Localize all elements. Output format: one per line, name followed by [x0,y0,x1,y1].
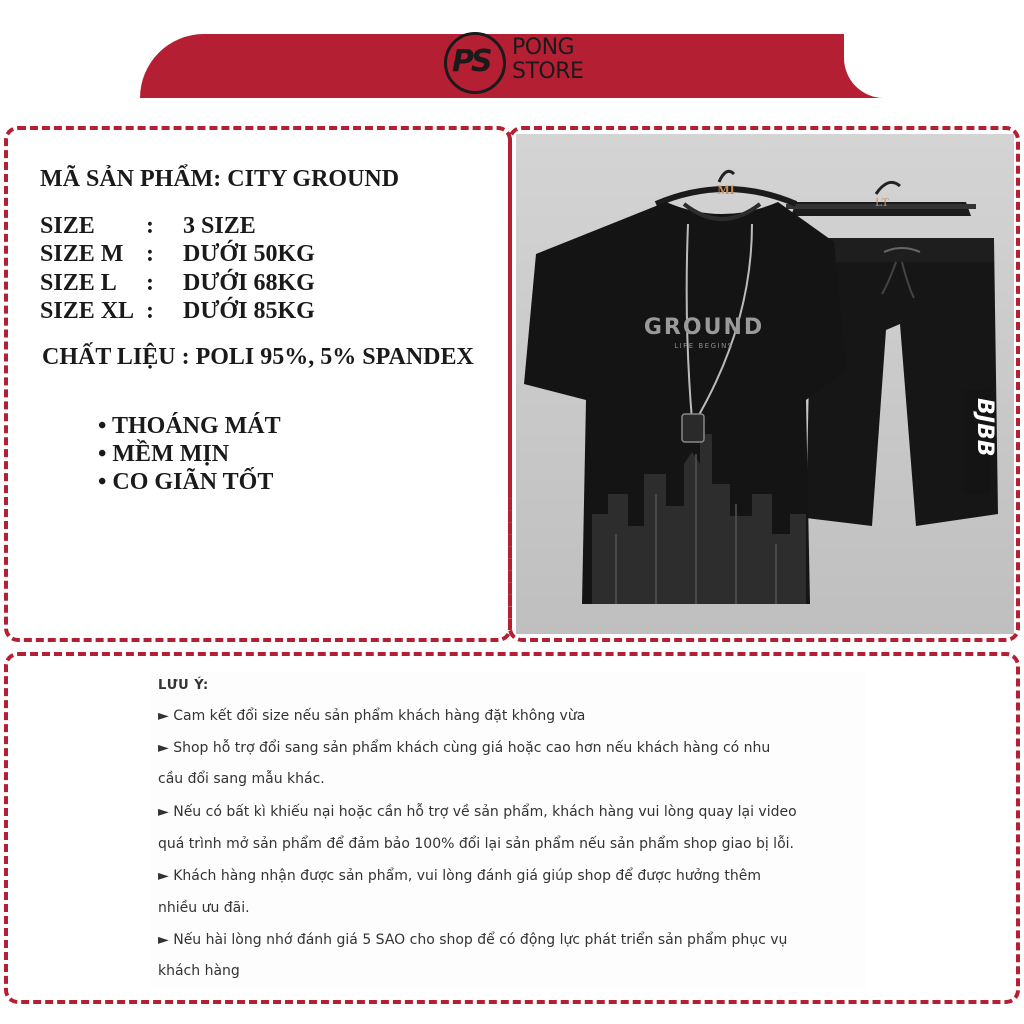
note-line: quá trình mở sản phẩm để đảm bảo 100% đổi lại sản phẩm nếu sản phẩm shop giao bị lỗi. [158,836,794,852]
notes-title: LƯU Ý: [158,678,209,693]
logo-text [512,36,583,84]
note-line: cầu đổi sang mẫu khác. [158,771,325,787]
note-line: ► Cam kết đổi size nếu sản phẩm khách hàng đặt không vừa [158,708,586,724]
note-line: ► Nếu có bất kì khiếu nại hoặc cần hỗ trợ về sản phẩm, khách hàng vui lòng quay lại video [158,804,797,820]
product-code: MÃ SẢN PHẨM: CITY GROUND [40,166,400,192]
size-row [40,213,256,240]
shorts-print: BJBB [972,398,997,457]
size-key: SIZE M [40,241,124,267]
note-line: ► Nếu hài lòng nhớ đánh giá 5 SAO cho shop để có động lực phát triển sản phẩm phục vụ [158,932,788,948]
size-value: DƯỚI 85KG [183,298,315,324]
shirt-subprint: LIFE BEGINS [674,342,734,350]
material-label: CHẤT LIỆU : POLI 95%, 5% SPANDEX [42,344,474,370]
note-line: nhiều ưu đãi. [158,900,250,916]
size-key: SIZE XL [40,298,135,324]
shirt-hanger-label: MI [717,182,735,197]
logo-line-1: PONG [512,35,575,60]
note-line: ► Khách hàng nhận được sản phẩm, vui lòng đánh giá giúp shop để được hưởng thêm [158,868,761,884]
logo-line-2: STORE [512,59,584,84]
spec-frame [4,126,512,642]
size-sep: : [146,213,154,239]
note-line: ► Shop hỗ trợ đổi sang sản phẩm khách cùng giá hoặc cao hơn nếu khách hàng có nhu [158,740,771,756]
product-illustration [516,134,1014,634]
tshirt-illustration [524,202,846,604]
feature-list [98,412,281,496]
note-line: khách hàng [158,963,240,979]
size-sep: : [146,298,154,324]
product-photo [516,134,1014,634]
shorts-hanger-label: LT [875,195,889,209]
feature-item: • THOÁNG MÁT [98,413,281,439]
size-key: SIZE [40,213,95,239]
banner-curve [844,34,884,98]
feature-item: • CO GIÃN TỐT [98,469,274,495]
feature-item: • MỀM MỊN [98,441,230,467]
notes-panel [150,672,866,988]
size-key: SIZE L [40,270,117,296]
size-row [40,241,315,268]
size-value: DƯỚI 68KG [183,270,315,296]
size-row [40,270,315,297]
logo-mark: PS [452,44,490,79]
size-sep: : [146,270,154,296]
size-row [40,298,315,325]
brand-logo [442,30,612,104]
size-sep: : [146,241,154,267]
size-value: 3 SIZE [183,213,256,239]
shirt-print: GROUND [643,315,765,340]
size-value: DƯỚI 50KG [183,241,315,267]
